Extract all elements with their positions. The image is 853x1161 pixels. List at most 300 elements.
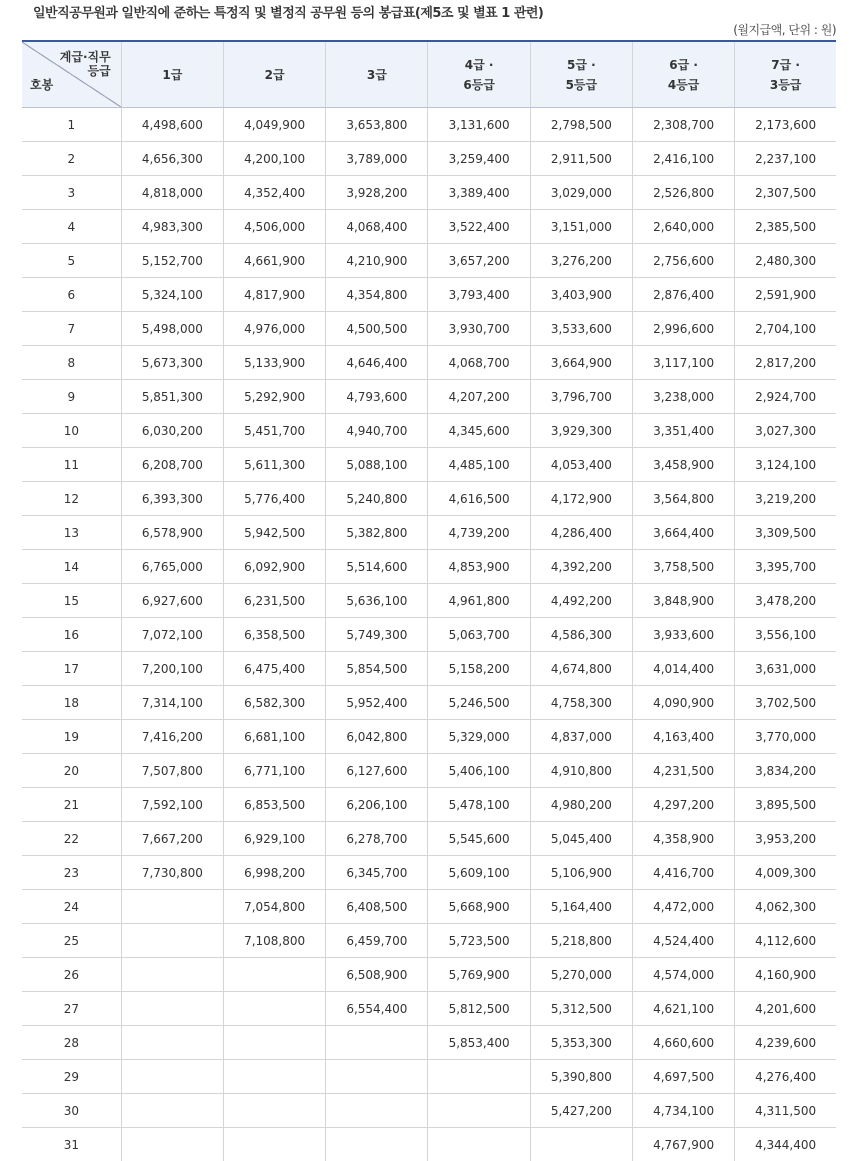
table-row: [22, 108, 836, 142]
salary-cell: 5,324,100: [121, 278, 223, 312]
salary-cell: 6,459,700: [326, 924, 428, 958]
salary-cell: 3,478,200: [735, 584, 836, 618]
unit-note: (월지급액, 단위 : 원): [733, 21, 836, 38]
salary-cell: 4,049,900: [223, 108, 325, 142]
salary-cell: 7,054,800: [223, 890, 325, 924]
step-cell: 7: [22, 312, 121, 346]
salary-cell: 4,983,300: [121, 210, 223, 244]
table-row: [22, 720, 836, 754]
salary-cell: 3,933,600: [632, 618, 734, 652]
salary-cell: 5,353,300: [530, 1026, 632, 1060]
salary-cell: 4,345,600: [428, 414, 530, 448]
salary-cell: 4,660,600: [632, 1026, 734, 1060]
column-header-line1: 1급: [162, 68, 182, 82]
step-cell: 27: [22, 992, 121, 1026]
column-header: [428, 41, 530, 108]
salary-cell: [326, 1026, 428, 1060]
salary-cell: 3,564,800: [632, 482, 734, 516]
salary-cell: 4,358,900: [632, 822, 734, 856]
salary-cell: 4,656,300: [121, 142, 223, 176]
salary-cell: 3,929,300: [530, 414, 632, 448]
salary-table: [22, 40, 836, 1161]
step-cell: 5: [22, 244, 121, 278]
salary-cell: 4,416,700: [632, 856, 734, 890]
salary-cell: 6,771,100: [223, 754, 325, 788]
table-row: [22, 788, 836, 822]
step-cell: 3: [22, 176, 121, 210]
salary-cell: 5,158,200: [428, 652, 530, 686]
step-cell: 16: [22, 618, 121, 652]
salary-cell: 6,278,700: [326, 822, 428, 856]
salary-cell: 3,533,600: [530, 312, 632, 346]
table-row: [22, 380, 836, 414]
salary-cell: 4,276,400: [735, 1060, 836, 1094]
salary-cell: 6,927,600: [121, 584, 223, 618]
column-header: [121, 41, 223, 108]
salary-cell: [326, 1094, 428, 1128]
salary-cell: 5,406,100: [428, 754, 530, 788]
step-cell: 28: [22, 1026, 121, 1060]
salary-cell: 3,389,400: [428, 176, 530, 210]
step-cell: 14: [22, 550, 121, 584]
column-header: [735, 41, 836, 108]
step-cell: 29: [22, 1060, 121, 1094]
salary-cell: 4,817,900: [223, 278, 325, 312]
salary-cell: 4,090,900: [632, 686, 734, 720]
salary-cell: 3,848,900: [632, 584, 734, 618]
step-cell: 13: [22, 516, 121, 550]
salary-cell: [326, 1060, 428, 1094]
salary-cell: 4,492,200: [530, 584, 632, 618]
salary-cell: 6,393,300: [121, 482, 223, 516]
table-row: [22, 822, 836, 856]
salary-cell: 4,392,200: [530, 550, 632, 584]
salary-cell: 5,106,900: [530, 856, 632, 890]
step-cell: 18: [22, 686, 121, 720]
table-row: [22, 482, 836, 516]
step-cell: 12: [22, 482, 121, 516]
step-cell: 17: [22, 652, 121, 686]
salary-cell: 4,286,400: [530, 516, 632, 550]
salary-cell: 4,352,400: [223, 176, 325, 210]
salary-cell: 5,218,800: [530, 924, 632, 958]
salary-cell: [326, 1128, 428, 1161]
salary-cell: 2,591,900: [735, 278, 836, 312]
salary-cell: 3,117,100: [632, 346, 734, 380]
salary-cell: 4,574,000: [632, 958, 734, 992]
step-cell: 9: [22, 380, 121, 414]
salary-cell: 4,980,200: [530, 788, 632, 822]
table-row: [22, 652, 836, 686]
salary-cell: [121, 992, 223, 1026]
salary-cell: 4,616,500: [428, 482, 530, 516]
salary-cell: 4,910,800: [530, 754, 632, 788]
table-row: [22, 1060, 836, 1094]
salary-cell: 2,237,100: [735, 142, 836, 176]
salary-cell: 3,309,500: [735, 516, 836, 550]
column-header: [632, 41, 734, 108]
salary-cell: 6,929,100: [223, 822, 325, 856]
salary-cell: [121, 924, 223, 958]
salary-cell: 6,092,900: [223, 550, 325, 584]
table-row: [22, 754, 836, 788]
salary-cell: 7,108,800: [223, 924, 325, 958]
salary-cell: 4,014,400: [632, 652, 734, 686]
salary-cell: 5,240,800: [326, 482, 428, 516]
salary-cell: 3,653,800: [326, 108, 428, 142]
salary-cell: [121, 890, 223, 924]
table-row: [22, 550, 836, 584]
salary-cell: 2,480,300: [735, 244, 836, 278]
salary-cell: [223, 992, 325, 1026]
salary-cell: 6,582,300: [223, 686, 325, 720]
salary-cell: 5,609,100: [428, 856, 530, 890]
salary-cell: [121, 958, 223, 992]
salary-cell: 3,403,900: [530, 278, 632, 312]
salary-cell: 5,292,900: [223, 380, 325, 414]
step-cell: 6: [22, 278, 121, 312]
table-row: [22, 924, 836, 958]
salary-cell: 4,498,600: [121, 108, 223, 142]
column-header-line1: 4급 ·: [465, 58, 494, 72]
step-cell: 8: [22, 346, 121, 380]
step-cell: 11: [22, 448, 121, 482]
table-row: [22, 618, 836, 652]
salary-cell: 5,776,400: [223, 482, 325, 516]
salary-cell: 2,876,400: [632, 278, 734, 312]
salary-cell: 4,062,300: [735, 890, 836, 924]
salary-cell: 5,673,300: [121, 346, 223, 380]
salary-cell: 5,329,000: [428, 720, 530, 754]
step-cell: 26: [22, 958, 121, 992]
salary-cell: [223, 1128, 325, 1161]
salary-cell: 3,522,400: [428, 210, 530, 244]
corner-header-cell: [22, 41, 121, 108]
salary-cell: 5,246,500: [428, 686, 530, 720]
salary-cell: 5,668,900: [428, 890, 530, 924]
salary-cell: 7,200,100: [121, 652, 223, 686]
salary-cell: 5,851,300: [121, 380, 223, 414]
salary-cell: 4,674,800: [530, 652, 632, 686]
salary-cell: 3,219,200: [735, 482, 836, 516]
salary-cell: 6,206,100: [326, 788, 428, 822]
salary-cell: 5,854,500: [326, 652, 428, 686]
salary-cell: 3,124,100: [735, 448, 836, 482]
salary-cell: 2,385,500: [735, 210, 836, 244]
salary-cell: [530, 1128, 632, 1161]
salary-cell: 4,758,300: [530, 686, 632, 720]
salary-cell: 4,837,000: [530, 720, 632, 754]
salary-cell: 3,664,900: [530, 346, 632, 380]
salary-cell: 5,636,100: [326, 584, 428, 618]
table-row: [22, 1128, 836, 1161]
salary-cell: 5,545,600: [428, 822, 530, 856]
step-cell: 23: [22, 856, 121, 890]
salary-cell: 5,133,900: [223, 346, 325, 380]
salary-cell: 4,500,500: [326, 312, 428, 346]
salary-cell: 4,163,400: [632, 720, 734, 754]
salary-cell: 4,297,200: [632, 788, 734, 822]
salary-cell: 4,646,400: [326, 346, 428, 380]
salary-cell: 3,758,500: [632, 550, 734, 584]
column-header: [326, 41, 428, 108]
salary-cell: 5,390,800: [530, 1060, 632, 1094]
column-header-line2: 4등급: [668, 78, 700, 92]
salary-cell: 7,667,200: [121, 822, 223, 856]
salary-cell: 3,631,000: [735, 652, 836, 686]
salary-cell: 3,664,400: [632, 516, 734, 550]
salary-cell: 2,640,000: [632, 210, 734, 244]
salary-cell: 5,942,500: [223, 516, 325, 550]
salary-cell: 2,416,100: [632, 142, 734, 176]
salary-cell: 4,068,400: [326, 210, 428, 244]
salary-cell: 3,834,200: [735, 754, 836, 788]
salary-cell: 3,796,700: [530, 380, 632, 414]
salary-cell: 5,812,500: [428, 992, 530, 1026]
salary-cell: 6,231,500: [223, 584, 325, 618]
salary-cell: 4,976,000: [223, 312, 325, 346]
salary-cell: 5,088,100: [326, 448, 428, 482]
salary-cell: 5,749,300: [326, 618, 428, 652]
salary-cell: [121, 1128, 223, 1161]
salary-cell: 4,586,300: [530, 618, 632, 652]
table-row: [22, 1026, 836, 1060]
step-cell: 4: [22, 210, 121, 244]
salary-cell: 6,554,400: [326, 992, 428, 1026]
salary-cell: 3,458,900: [632, 448, 734, 482]
salary-cell: 4,793,600: [326, 380, 428, 414]
salary-cell: 5,514,600: [326, 550, 428, 584]
column-header-line2: 3등급: [770, 78, 802, 92]
salary-cell: 7,592,100: [121, 788, 223, 822]
salary-cell: 5,769,900: [428, 958, 530, 992]
salary-cell: 4,940,700: [326, 414, 428, 448]
salary-cell: 4,472,000: [632, 890, 734, 924]
step-cell: 25: [22, 924, 121, 958]
salary-cell: 5,853,400: [428, 1026, 530, 1060]
salary-cell: 3,789,000: [326, 142, 428, 176]
salary-cell: 2,798,500: [530, 108, 632, 142]
salary-cell: 3,151,000: [530, 210, 632, 244]
salary-cell: 7,416,200: [121, 720, 223, 754]
salary-cell: 6,998,200: [223, 856, 325, 890]
salary-cell: 6,208,700: [121, 448, 223, 482]
step-cell: 2: [22, 142, 121, 176]
step-cell: 22: [22, 822, 121, 856]
salary-cell: [121, 1026, 223, 1060]
salary-cell: 4,239,600: [735, 1026, 836, 1060]
column-header-line1: 2급: [265, 68, 285, 82]
salary-cell: 6,042,800: [326, 720, 428, 754]
salary-cell: 5,478,100: [428, 788, 530, 822]
salary-cell: 5,063,700: [428, 618, 530, 652]
salary-cell: 3,238,000: [632, 380, 734, 414]
salary-cell: 6,475,400: [223, 652, 325, 686]
salary-cell: 6,765,000: [121, 550, 223, 584]
salary-cell: 5,498,000: [121, 312, 223, 346]
salary-cell: 6,853,500: [223, 788, 325, 822]
salary-cell: 3,029,000: [530, 176, 632, 210]
salary-cell: 4,485,100: [428, 448, 530, 482]
salary-cell: 5,270,000: [530, 958, 632, 992]
salary-cell: 2,173,600: [735, 108, 836, 142]
salary-cell: 4,853,900: [428, 550, 530, 584]
salary-cell: 5,164,400: [530, 890, 632, 924]
salary-cell: 4,009,300: [735, 856, 836, 890]
salary-cell: 4,661,900: [223, 244, 325, 278]
step-cell: 24: [22, 890, 121, 924]
salary-cell: 3,131,600: [428, 108, 530, 142]
table-row: [22, 856, 836, 890]
salary-cell: 5,427,200: [530, 1094, 632, 1128]
salary-cell: 6,508,900: [326, 958, 428, 992]
table-row: [22, 890, 836, 924]
salary-cell: 3,930,700: [428, 312, 530, 346]
salary-cell: 5,723,500: [428, 924, 530, 958]
salary-cell: [223, 1094, 325, 1128]
salary-cell: 5,611,300: [223, 448, 325, 482]
salary-cell: 4,201,600: [735, 992, 836, 1026]
salary-cell: 5,152,700: [121, 244, 223, 278]
salary-cell: 4,697,500: [632, 1060, 734, 1094]
salary-cell: 4,160,900: [735, 958, 836, 992]
salary-cell: 4,739,200: [428, 516, 530, 550]
salary-cell: 3,793,400: [428, 278, 530, 312]
salary-cell: [223, 1060, 325, 1094]
salary-cell: [121, 1060, 223, 1094]
salary-cell: 4,961,800: [428, 584, 530, 618]
table-row: [22, 244, 836, 278]
salary-cell: 3,556,100: [735, 618, 836, 652]
salary-cell: 2,307,500: [735, 176, 836, 210]
column-header-line2: 6등급: [463, 78, 495, 92]
salary-cell: 6,345,700: [326, 856, 428, 890]
salary-cell: 6,358,500: [223, 618, 325, 652]
salary-cell: 4,734,100: [632, 1094, 734, 1128]
salary-cell: 3,027,300: [735, 414, 836, 448]
salary-cell: 7,730,800: [121, 856, 223, 890]
salary-cell: [428, 1094, 530, 1128]
step-cell: 15: [22, 584, 121, 618]
salary-cell: 5,382,800: [326, 516, 428, 550]
table-row: [22, 448, 836, 482]
table-row: [22, 992, 836, 1026]
salary-cell: 3,928,200: [326, 176, 428, 210]
table-row: [22, 210, 836, 244]
table-header-row: [22, 41, 836, 108]
step-cell: 31: [22, 1128, 121, 1161]
corner-grade-label: [60, 50, 111, 78]
table-row: [22, 312, 836, 346]
table-row: [22, 584, 836, 618]
salary-cell: [428, 1060, 530, 1094]
salary-cell: 2,996,600: [632, 312, 734, 346]
table-row: [22, 176, 836, 210]
salary-cell: 2,704,100: [735, 312, 836, 346]
salary-cell: 4,068,700: [428, 346, 530, 380]
salary-cell: 7,507,800: [121, 754, 223, 788]
salary-cell: 4,200,100: [223, 142, 325, 176]
salary-cell: 3,953,200: [735, 822, 836, 856]
salary-table-body: [22, 108, 836, 1161]
salary-cell: 6,030,200: [121, 414, 223, 448]
salary-cell: 2,911,500: [530, 142, 632, 176]
salary-cell: 4,344,400: [735, 1128, 836, 1161]
table-row: [22, 516, 836, 550]
table-row: [22, 1094, 836, 1128]
table-row: [22, 414, 836, 448]
salary-cell: 4,231,500: [632, 754, 734, 788]
column-header-line1: 7급 ·: [771, 58, 800, 72]
step-cell: 21: [22, 788, 121, 822]
column-header-line1: 3급: [367, 68, 387, 82]
salary-cell: 2,924,700: [735, 380, 836, 414]
table-row: [22, 346, 836, 380]
corner-step-label: 호봉: [30, 75, 53, 95]
salary-cell: 4,207,200: [428, 380, 530, 414]
table-row: [22, 958, 836, 992]
column-header-line1: 6급 ·: [669, 58, 698, 72]
salary-cell: 2,526,800: [632, 176, 734, 210]
corner-grade-label-line2: 등급: [88, 64, 111, 78]
salary-cell: 3,395,700: [735, 550, 836, 584]
salary-cell: [223, 1026, 325, 1060]
step-cell: 10: [22, 414, 121, 448]
salary-cell: 5,312,500: [530, 992, 632, 1026]
salary-cell: 3,259,400: [428, 142, 530, 176]
corner-grade-label-line1: 계급·직무: [60, 50, 111, 64]
salary-cell: 2,817,200: [735, 346, 836, 380]
salary-cell: 4,767,900: [632, 1128, 734, 1161]
table-row: [22, 142, 836, 176]
salary-cell: 5,045,400: [530, 822, 632, 856]
salary-cell: 4,818,000: [121, 176, 223, 210]
salary-cell: 6,408,500: [326, 890, 428, 924]
salary-cell: 4,506,000: [223, 210, 325, 244]
salary-cell: 7,072,100: [121, 618, 223, 652]
salary-cell: 3,770,000: [735, 720, 836, 754]
salary-cell: 4,524,400: [632, 924, 734, 958]
salary-cell: 3,276,200: [530, 244, 632, 278]
page-title: 일반직공무원과 일반직에 준하는 특정직 및 별정직 공무원 등의 봉급표(제5조 및 별표 1 관련): [33, 2, 543, 21]
salary-cell: 6,681,100: [223, 720, 325, 754]
salary-cell: 4,210,900: [326, 244, 428, 278]
step-cell: 19: [22, 720, 121, 754]
salary-cell: 3,702,500: [735, 686, 836, 720]
salary-cell: 4,311,500: [735, 1094, 836, 1128]
salary-cell: 6,578,900: [121, 516, 223, 550]
table-row: [22, 278, 836, 312]
salary-cell: 4,112,600: [735, 924, 836, 958]
salary-cell: 6,127,600: [326, 754, 428, 788]
step-cell: 30: [22, 1094, 121, 1128]
column-header-line1: 5급 ·: [567, 58, 596, 72]
salary-cell: 4,354,800: [326, 278, 428, 312]
salary-cell: 5,451,700: [223, 414, 325, 448]
salary-cell: 2,756,600: [632, 244, 734, 278]
salary-cell: 3,657,200: [428, 244, 530, 278]
salary-cell: 4,053,400: [530, 448, 632, 482]
salary-cell: 3,351,400: [632, 414, 734, 448]
salary-cell: 2,308,700: [632, 108, 734, 142]
salary-cell: 7,314,100: [121, 686, 223, 720]
salary-cell: 3,895,500: [735, 788, 836, 822]
column-header: [530, 41, 632, 108]
column-header-line2: 5등급: [566, 78, 598, 92]
column-header: [223, 41, 325, 108]
salary-cell: [223, 958, 325, 992]
step-cell: 1: [22, 108, 121, 142]
